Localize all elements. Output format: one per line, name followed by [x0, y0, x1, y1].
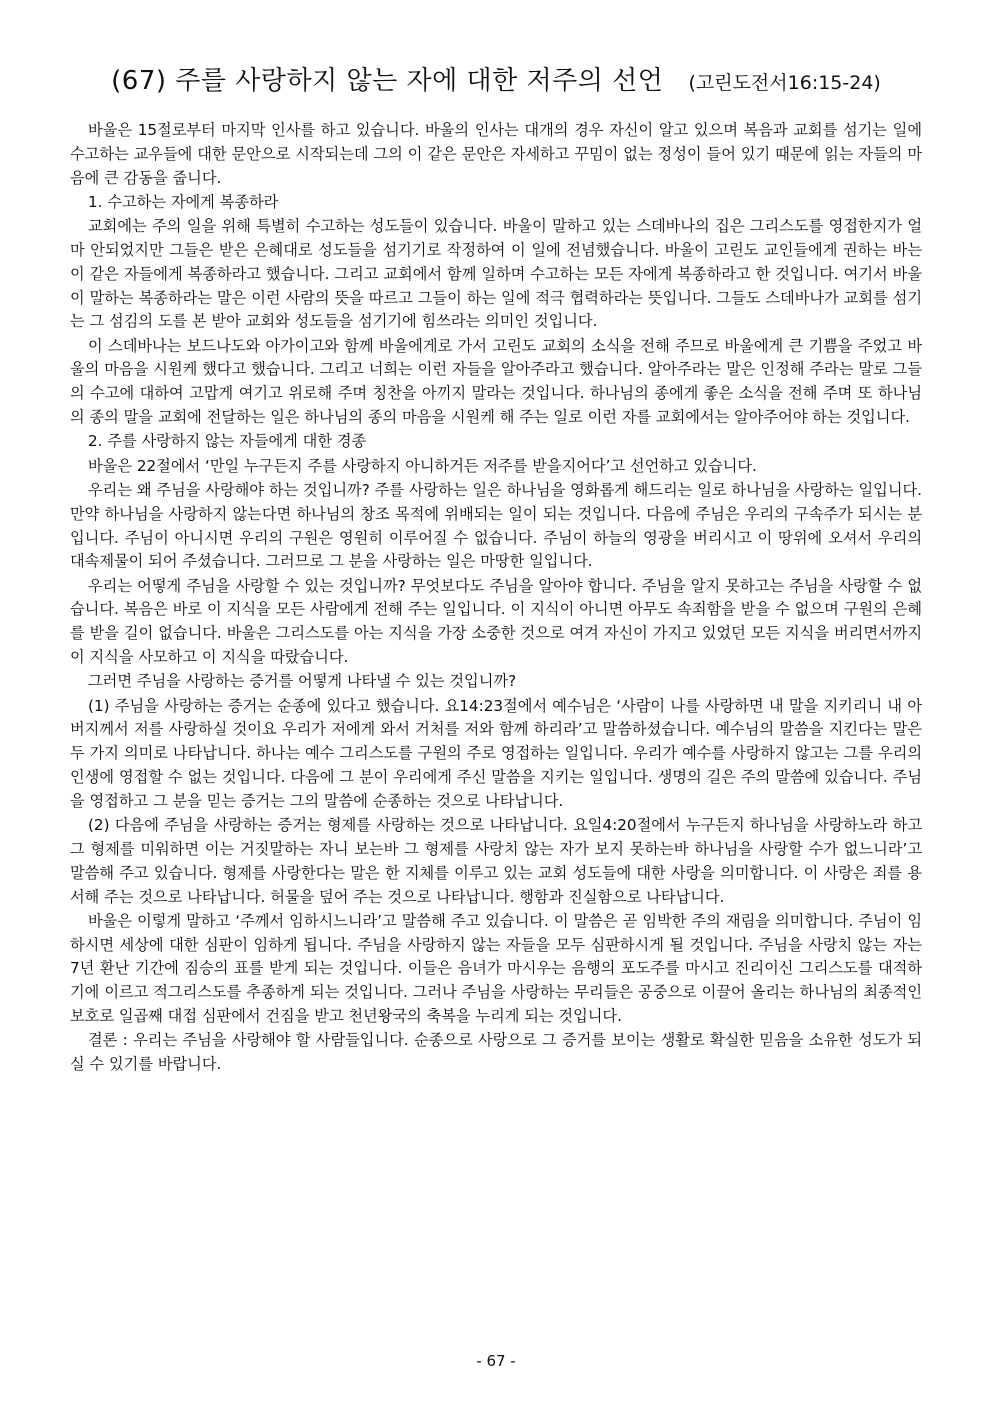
paragraph-second-coming: 바울은 이렇게 말하고 ‘주께서 임하시느니라’고 말씀해 주고 있습니다. 이 말씀은 곧 임박한 주의 재림을 의미합니다. 주님이 임하시면 세상에 대한 심판이 임하게 됩니다. 주님을 사랑하지 않는 자들을 모두 심판하시게 될 것입니다. 주님을 사랑치 않는 자는 7년 환난 기간에 짐승의 표를 받게 되는 것입니다. 이들은 음녀가 마시우는 음행의 포도주를 마시고 진리이신 그리스도를 대적하기에 이르고 적그리스도를 추종하게 되는 것입니다. 그러나 주님을 사랑하는 무리들은 공중으로 이끌어 올리는 하나님의 최종적인 보호로 일곱째 대접 심판에서 건짐을 받고 천년왕국의 축복을 누리게 되는 것입니다.: [70, 911, 922, 1025]
paragraph-section1-b: 이 스데바나는 보드나도와 아가이고와 함께 바울에게로 가서 고린도 교회의 소식을 전해 주므로 바울에게 큰 기쁨을 주었고 바울의 마음을 시원케 했다고 했습니다. 그리고 너희는 이런 자들을 알아주라고 했습니다. 알아주라는 말은 인정해 주라는 말로 그들의 수고에 대하여 고맙게 여기고 위로해 주며 칭찬을 아끼지 말라는 것입니다. 하나님의 종에게 좋은 소식을 전해 주며 또 하나님의 종의 말을 교회에 전달하는 일은 하나님의 종의 마음을 시원케 해 주는 일로 이런 자를 교회에서는 알아주어야 하는 것입니다.: [70, 336, 922, 427]
paragraph-conclusion: 결론 : 우리는 주님을 사랑해야 할 사람들입니다. 순종으로 사랑으로 그 증거를 보이는 생활로 확실한 믿음을 소유한 성도가 되실 수 있기를 바랍니다.: [70, 1031, 922, 1074]
document-body: [70, 119, 922, 1077]
document-page: [70, 60, 922, 1077]
paragraph-intro: 바울은 15절로부터 마지막 인사를 하고 있습니다. 바울의 인사는 대개의 경우 자신이 알고 있으며 복음과 교회를 섬기는 일에 수고하는 교우들에 대한 문안으로 시작되는데 그의 이 같은 문안은 자세하고 꾸밈이 없는 정성이 들어 있기 때문에 읽는 자들의 마음에 큰 감동을 줍니다.: [70, 121, 922, 187]
paragraph-section1-a: 교회에는 주의 일을 위해 특별히 수고하는 성도들이 있습니다. 바울이 말하고 있는 스데바나의 집은 그리스도를 영접한지가 얼마 안되었지만 그들은 받은 은혜대로 성도들을 섬기기로 작정하여 이 일에 전념했습니다. 바울이 고린도 교인들에게 권하는 바는 이 같은 자들에게 복종하라고 했습니다. 그리고 교회에서 함께 일하며 수고하는 모든 자에게 복종하라고 한 것입니다. 여기서 바울이 말하는 복종하라는 말은 이런 사람의 뜻을 따르고 그들이 하는 일에 적극 협력하라는 뜻입니다. 그들도 스데바나가 교회를 섬기는 그 섬김의 도를 본 받아 교회와 성도들을 섬기기에 힘쓰라는 의미인 것입니다.: [70, 217, 922, 331]
section-heading-1: 1. 수고하는 자에게 복종하라: [88, 192, 279, 211]
page-title: (67) 주를 사랑하지 않는 자에 대한 저주의 선언: [111, 66, 664, 96]
paragraph-evidence-1: (1) 주님을 사랑하는 증거는 순종에 있다고 했습니다. 요14:23절에서 예수님은 ‘사람이 나를 사랑하면 내 말을 지키리니 내 아버지께서 저를 사랑하실 것이요 우리가 저에게 와서 거처를 저와 함께 하리라’고 말씀하셨습니다. 예수님의 말씀을 지킨다는 말은 두 가지 의미로 나타납니다. 하나는 예수 그리스도를 구원의 주로 영접하는 일입니다. 우리가 예수를 사랑하지 않고는 그를 우리의 인생에 영접할 수 없는 것입니다. 다음에 그 분이 우리에게 주신 말씀을 지키는 일입니다. 생명의 길은 주의 말씀에 있습니다. 주님을 영접하고 그 분을 믿는 증거는 그의 말씀에 순종하는 것으로 나타납니다.: [70, 696, 922, 810]
paragraph-section2-how: 우리는 어떻게 주님을 사랑할 수 있는 것입니까? 무엇보다도 주님을 알아야 합니다. 주님을 알지 못하고는 주님을 사랑할 수 없습니다. 복음은 바로 이 지식을 모든 사람에게 전해 주는 일입니다. 이 지식이 아니면 아무도 속죄함을 받을 수 없으며 구원의 은혜를 받을 길이 없습니다. 바울은 그리스도를 아는 지식을 가장 소중한 것으로 여겨 자신이 가지고 있었던 모든 지식을 버리면서까지 이 지식을 사모하고 이 지식을 따랐습니다.: [70, 576, 922, 667]
paragraph-section2-why: 우리는 왜 주님을 사랑해야 하는 것입니까? 주를 사랑하는 일은 하나님을 영화롭게 해드리는 일로 하나님을 사랑하는 일입니다. 만약 하나님을 사랑하지 않는다면 하나님의 창조 목적에 위배되는 일이 되는 것입니다. 다음에 주님은 우리의 구속주가 되시는 분입니다. 주님이 아니시면 우리의 구원은 영원히 이루어질 수 없습니다. 주님이 하늘의 영광을 버리시고 이 땅위에 오셔서 우리의 대속제물이 되어 주셨습니다. 그러므로 그 분을 사랑하는 일은 마땅한 일입니다.: [70, 480, 922, 571]
paragraph-section2-question: 그러면 주님을 사랑하는 증거를 어떻게 나타낼 수 있는 것입니까?: [88, 672, 517, 691]
section-heading-2: 2. 주를 사랑하지 않는 자들에게 대한 경종: [88, 432, 367, 451]
paragraph-evidence-2: (2) 다음에 주님을 사랑하는 증거는 형제를 사랑하는 것으로 나타납니다. 요일4:20절에서 누구든지 하나님을 사랑하노라 하고 그 형제를 미워하면 이는 거짓말하는 자니 보는바 그 형제를 사랑치 않는 자가 보지 못하는바 하나님을 사랑할 수가 없느니라’고 말씀해 주고 있습니다. 형제를 사랑한다는 말은 한 지체를 이루고 있는 교회 성도들에 대한 사랑을 의미합니다. 이 사랑은 죄를 용서해 주는 것으로 나타납니다. 허물을 덮어 주는 것으로 나타납니다. 행함과 진실함으로 나타납니다.: [70, 816, 922, 906]
scripture-reference: (고린도전서16:15-24): [688, 72, 881, 94]
title-row: [70, 60, 922, 97]
paragraph-section2-verse22: 바울은 22절에서 ‘만일 누구든지 주를 사랑하지 아니하거든 저주를 받을지어다’고 선언하고 있습니다.: [88, 456, 757, 475]
page-number: - 67 -: [476, 1352, 516, 1370]
